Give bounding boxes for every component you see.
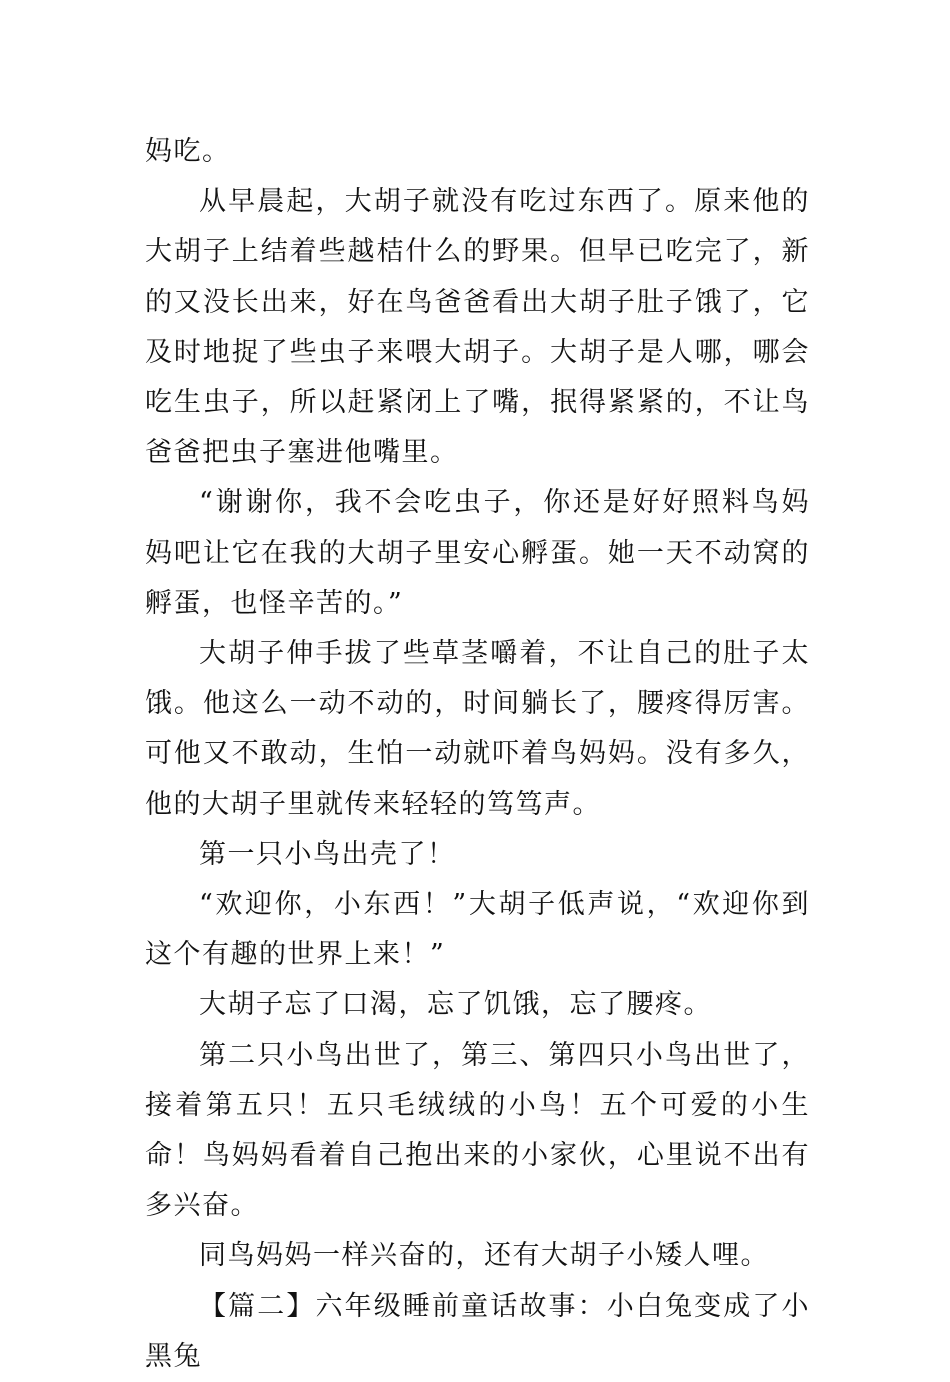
paragraph: 大胡子伸手拔了些草茎嚼着，不让自己的肚子太饿。他这么一动不动的，时间躺长了，腰疼得厉害。可他又不敢动，生怕一动就吓着鸟妈妈。没有多久，他的大胡子里就传来轻轻的笃笃声。 — [145, 638, 810, 820]
paragraph: “欢迎你，小东西！”大胡子低声说，“欢迎你到这个有趣的世界上来！” — [145, 889, 810, 971]
paragraph: 妈吃。 — [145, 136, 231, 167]
document-body — [145, 127, 810, 1382]
paragraph: 第一只小鸟出壳了！ — [199, 838, 456, 870]
paragraph: 第二只小鸟出世了，第三、第四只小鸟出世了，接着第五只！五只毛绒绒的小鸟！五个可爱的小生命！鸟妈妈看着自己抱出来的小家伙，心里说不出有多兴奋。 — [145, 1039, 810, 1222]
paragraph: 大胡子忘了口渴，忘了饥饿，忘了腰疼。 — [199, 989, 712, 1021]
paragraph: 从早晨起，大胡子就没有吃过东西了。原来他的大胡子上结着些越桔什么的野果。但早已吃完了，新的又没长出来，好在鸟爸爸看出大胡子肚子饿了，它及时地捉了些虫子来喂大胡子。大胡子是人哪，哪会吃生虫子，所以赶紧闭上了嘴，抿得紧紧的，不让鸟爸爸把虫子塞进他嘴里。 — [145, 186, 810, 469]
section-heading: 【篇二】六年级睡前童话故事：小白兔变成了小黑兔 — [145, 1290, 810, 1372]
paragraph: 同鸟妈妈一样兴奋的，还有大胡子小矮人哩。 — [199, 1240, 769, 1272]
paragraph: “谢谢你，我不会吃虫子，你还是好好照料鸟妈妈吧让它在我的大胡子里安心孵蛋。她一天不动窝的孵蛋，也怪辛苦的。” — [145, 487, 810, 619]
